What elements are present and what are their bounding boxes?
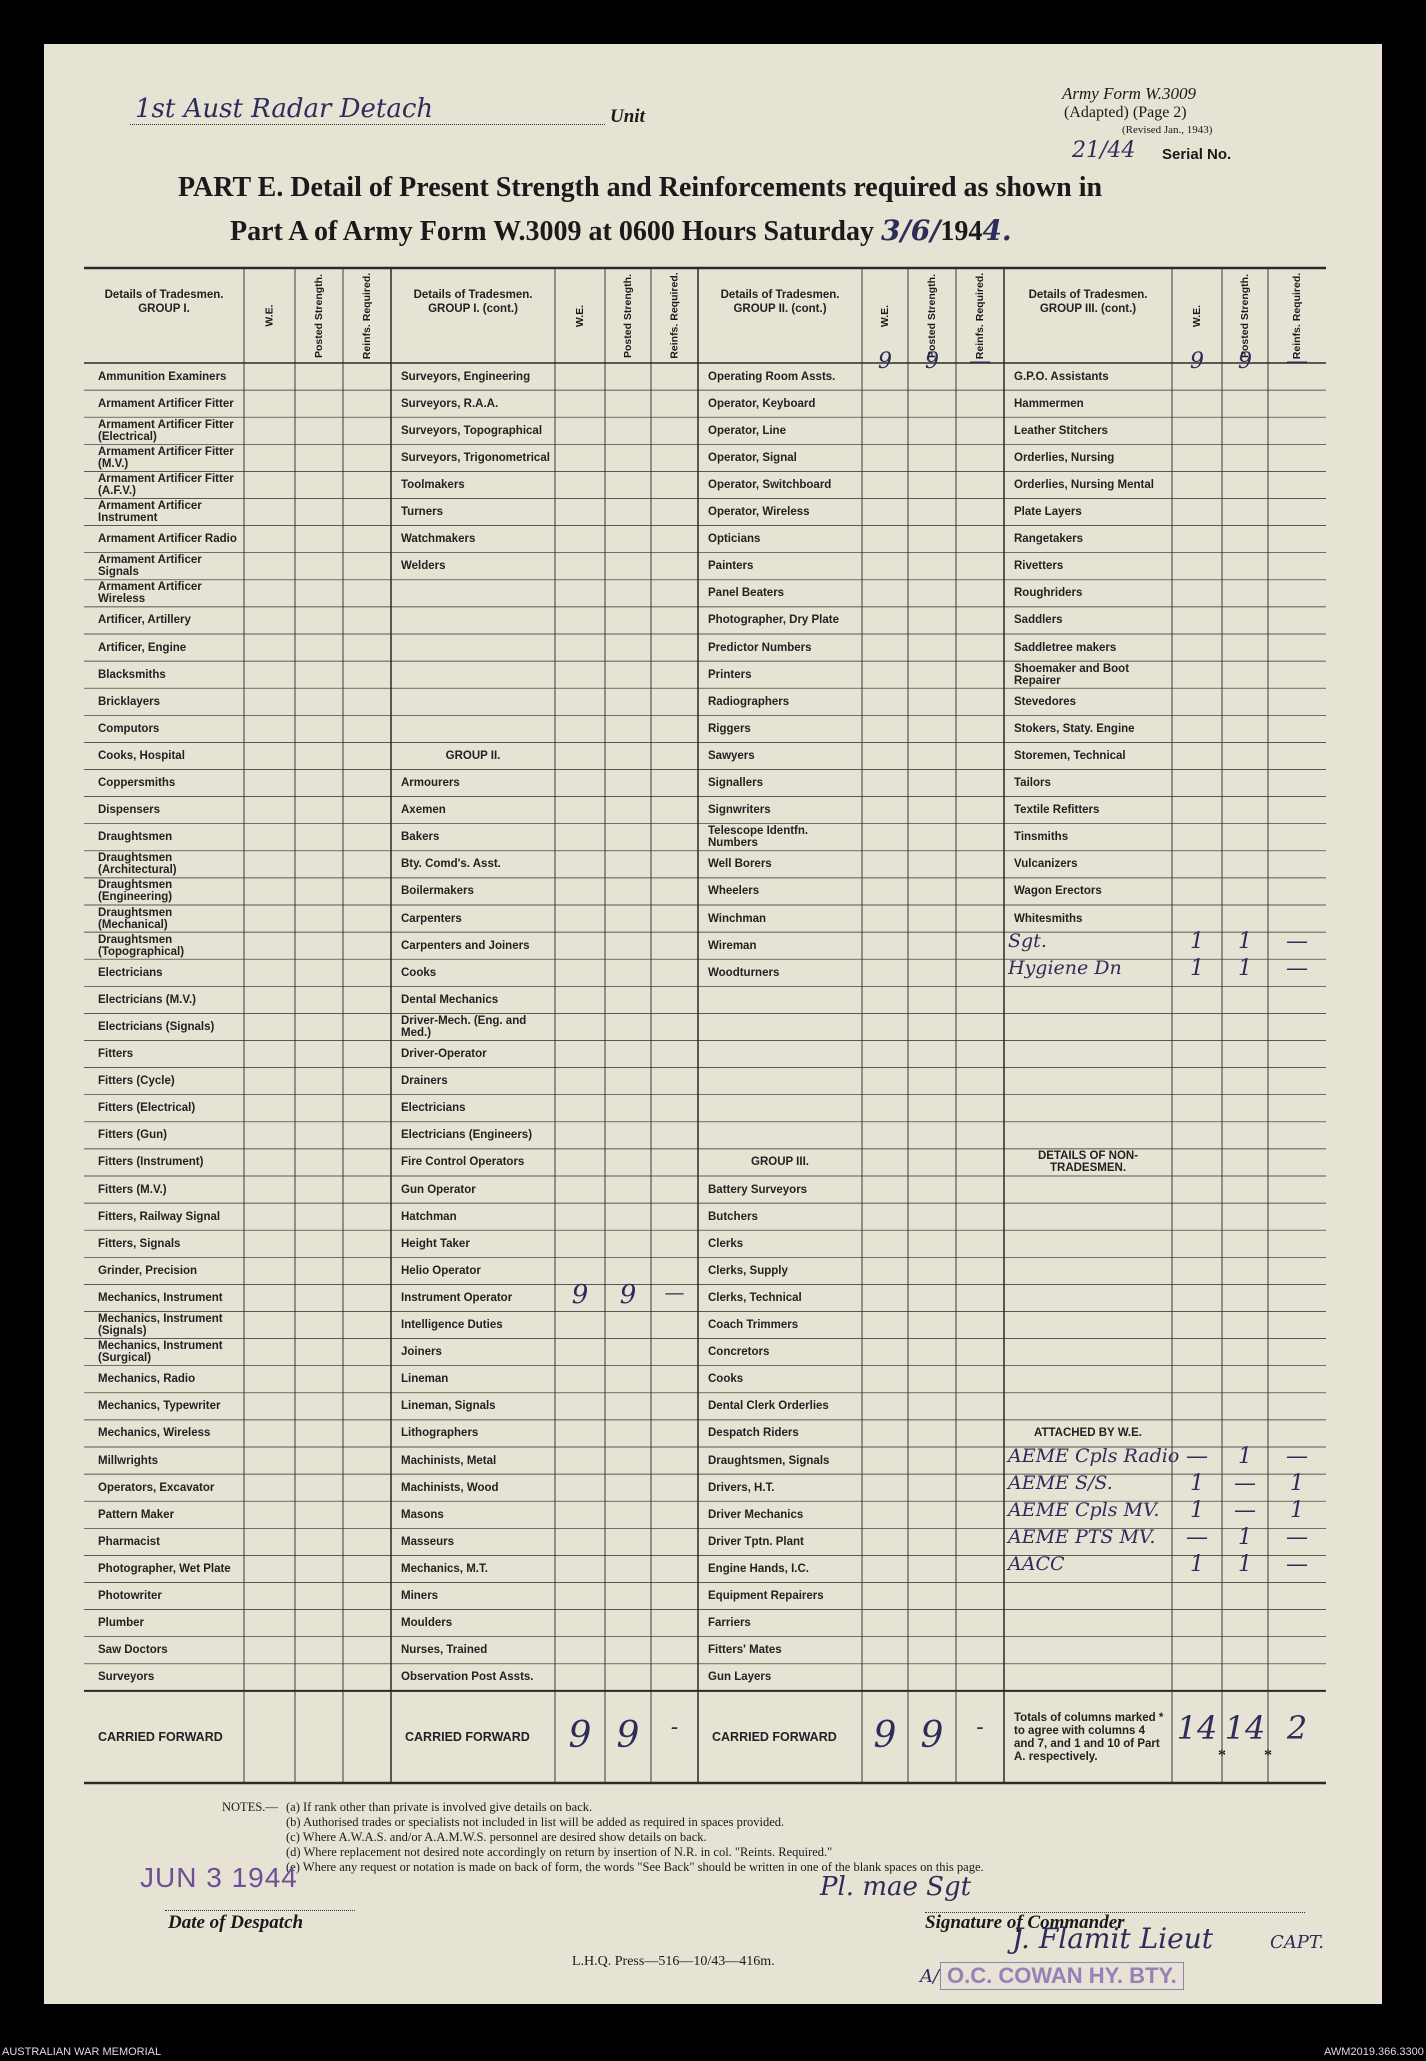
unit-label: Unit [610, 106, 645, 127]
handwritten-we: 1 [1190, 1498, 1204, 1524]
trade-label: Vulcanizers [1014, 858, 1078, 871]
trade-label: Fitters' Mates [708, 1644, 782, 1657]
trade-label: Orderlies, Nursing Mental [1014, 478, 1154, 491]
handwritten-trade-label: AEME PTS MV. [1008, 1526, 1156, 1549]
handwritten-trade-label: Hygiene Dn [1008, 957, 1122, 980]
trade-label: Farriers [708, 1617, 751, 1630]
handwritten-trade-label: Sgt. [1008, 930, 1047, 953]
trade-label: Helio Operator [401, 1264, 481, 1277]
trade-label: Nurses, Trained [401, 1644, 488, 1657]
trade-label: Dispensers [98, 804, 161, 817]
handwritten-top-mark: 9 [1238, 349, 1252, 374]
trade-label: Photowriter [98, 1590, 162, 1603]
title-line2-text: Part A of Army Form W.3009 at 0600 Hours Saturday [230, 216, 874, 247]
trade-label: Drivers, H.T. [708, 1481, 775, 1494]
signature-1: Pl. mae Sgt [820, 1872, 972, 1902]
trade-label: Armament Artificer Fitter (M.V.) [98, 445, 234, 470]
carried-forward-we: 9 [568, 1714, 592, 1756]
group-heading: DETAILS OF NON-TRADESMEN. [1037, 1150, 1139, 1175]
serial-handwritten: 21/44 [1072, 138, 1136, 163]
group-heading: ATTACHED BY W.E. [1034, 1427, 1142, 1440]
trade-label: Electricians (M.V.) [98, 993, 197, 1006]
trade-label: Stevedores [1014, 695, 1077, 708]
handwritten-top-mark: — [1286, 349, 1308, 374]
trade-label: Instrument Operator [401, 1291, 513, 1304]
trade-label: Boilermakers [401, 885, 474, 898]
trade-label: Wireman [708, 939, 757, 952]
trade-label: Electricians (Engineers) [401, 1129, 533, 1142]
trade-label: Coach Trimmers [708, 1319, 799, 1332]
trade-label: Carpenters and Joiners [401, 939, 530, 952]
handwritten-posted: 1 [1238, 929, 1252, 955]
trade-label: Plate Layers [1014, 506, 1082, 519]
trade-label: Despatch Riders [708, 1427, 799, 1440]
trade-label: Armament Artificer Wireless [98, 581, 202, 606]
trade-label: Blacksmiths [98, 668, 166, 681]
totals-reinfs: 2 [1286, 1708, 1308, 1747]
trade-label: Tinsmiths [1014, 831, 1069, 844]
form-id-line1: Army Form W.3009 [1062, 84, 1196, 103]
carried-forward-reinfs: - [670, 1714, 679, 1740]
trade-label: Predictor Numbers [708, 641, 812, 654]
trade-label: Fitters, Signals [98, 1237, 181, 1250]
trade-label: Engine Hands, I.C. [708, 1562, 809, 1575]
totals-asterisk: * [1264, 1746, 1272, 1764]
trade-label: Fitters (Gun) [98, 1129, 167, 1142]
trade-label: Woodturners [708, 966, 780, 979]
handwritten-top-mark: 9 [878, 349, 892, 374]
unit-handwritten: 1st Aust Radar Detach [135, 94, 434, 124]
header-we: W.E. [263, 304, 275, 327]
trade-label: Whitesmiths [1014, 912, 1083, 925]
handwritten-trade-label: AEME S/S. [1008, 1472, 1113, 1495]
trade-label: Saddletree makers [1014, 641, 1117, 654]
trade-label: Operator, Line [708, 424, 786, 437]
carried-forward-posted: 9 [920, 1714, 944, 1756]
trade-label: Operator, Switchboard [708, 478, 832, 491]
trade-label: Masons [401, 1508, 444, 1521]
trade-label: Leather Stitchers [1014, 424, 1108, 437]
trade-label: Draughtsmen (Engineering) [98, 879, 173, 904]
carried-forward-label: CARRIED FORWARD [98, 1729, 223, 1744]
serial-label: Serial No. [1162, 146, 1232, 163]
handwritten-posted: — [1234, 1471, 1256, 1497]
trade-label: Fitters (Instrument) [98, 1156, 204, 1169]
trade-label: Clerks, Supply [708, 1264, 788, 1277]
trade-label: Plumber [98, 1617, 145, 1630]
trade-label: Draughtsmen (Architectural) [98, 852, 177, 877]
trade-label: Machinists, Metal [401, 1454, 497, 1467]
trade-label: Well Borers [708, 858, 772, 871]
trade-label: Driver Mechanics [708, 1508, 804, 1521]
trade-label: Operator, Signal [708, 451, 797, 464]
trade-label: Moulders [401, 1617, 453, 1630]
trade-label: Coppersmiths [98, 777, 176, 790]
header-we: W.E. [1190, 304, 1203, 327]
trade-label: Storemen, Technical [1014, 749, 1126, 762]
handwritten-posted: 1 [1238, 1525, 1252, 1551]
trade-label: Draughtsmen [98, 831, 173, 844]
despatch-label: Date of Despatch [168, 1912, 304, 1933]
handwritten-reinfs: — [1286, 1525, 1308, 1551]
trade-label: Signallers [708, 777, 763, 790]
trade-label: Ammunition Examiners [98, 370, 227, 383]
trade-label: Wheelers [708, 885, 760, 898]
trade-label: Hammermen [1014, 397, 1084, 410]
trade-label: Computors [98, 722, 160, 735]
trade-label: Fitters (Electrical) [98, 1102, 196, 1115]
trade-label: Mechanics, Wireless [98, 1427, 211, 1440]
trade-label: Shoemaker and Boot Repairer [1014, 662, 1130, 687]
totals-asterisk: * [1218, 1746, 1226, 1764]
handwritten-reinfs: — [664, 1280, 685, 1305]
trade-label: Mechanics, Instrument [98, 1291, 223, 1304]
header-posted-strength: Posted Strength. [621, 273, 634, 358]
trade-label: Operators, Excavator [98, 1481, 215, 1494]
header-reinfs-required: Reinfs. Required. [1290, 272, 1303, 359]
trade-label: Surveyors, Engineering [401, 370, 531, 383]
handwritten-reinfs: — [1286, 1444, 1308, 1469]
header-group-2-cont: Details of Tradesmen. GROUP II. (cont.) [720, 289, 840, 315]
trade-label: Bty. Comd's. Asst. [401, 858, 501, 871]
trade-label: Artificer, Engine [98, 641, 187, 654]
trade-label: Armourers [401, 777, 460, 790]
notes-prefix: NOTES.— [222, 1800, 278, 1814]
trade-label: Dental Mechanics [401, 993, 499, 1006]
header-reinfs-required: Reinfs. Required. [973, 272, 986, 359]
trade-label: Signwriters [708, 804, 771, 817]
trade-label: Gun Operator [401, 1183, 476, 1196]
trade-label: Driver-Operator [401, 1048, 487, 1061]
handwritten-top-mark: 9 [1190, 349, 1204, 374]
handwritten-we: 1 [1190, 956, 1204, 982]
trade-label: Armament Artificer Fitter (Electrical) [98, 418, 234, 443]
totals-instruction: Totals of columns marked * to agree with columns 4 and 7, and 1 and 10 of Part A. respectively. [1014, 1711, 1164, 1763]
carried-forward-posted: 9 [616, 1714, 640, 1756]
trade-label: Stokers, Staty. Engine [1014, 722, 1135, 735]
header-posted-strength: Posted Strength. [312, 273, 325, 358]
form-id-line2: (Adapted) (Page 2) [1064, 104, 1187, 121]
trade-label: Bakers [401, 831, 440, 844]
trade-label: Toolmakers [401, 478, 465, 491]
trade-label: Fitters (Cycle) [98, 1075, 175, 1088]
trade-label: Mechanics, Instrument (Signals) [98, 1313, 223, 1338]
trade-label: Mechanics, Typewriter [98, 1400, 221, 1413]
trade-label: Textile Refitters [1014, 804, 1100, 817]
trade-label: Millwrights [98, 1454, 159, 1467]
trade-label: Concretors [708, 1346, 770, 1359]
handwritten-we: 1 [1190, 1552, 1204, 1578]
trade-label: Saw Doctors [98, 1644, 168, 1657]
trade-label: Rivetters [1014, 560, 1064, 573]
trade-label: Surveyors, R.A.A. [401, 397, 499, 410]
trade-label: Mechanics, Radio [98, 1373, 196, 1386]
trade-label: Armament Artificer Fitter (A.F.V.) [98, 472, 234, 497]
handwritten-reinfs: 1 [1290, 1471, 1304, 1497]
trade-label: Turners [401, 506, 443, 519]
trade-label: G.P.O. Assistants [1014, 370, 1109, 383]
trade-label: Clerks, Technical [708, 1291, 802, 1304]
title-year-prefix: 194 [940, 216, 983, 247]
trade-label: Axemen [401, 804, 446, 817]
trade-label: Watchmakers [401, 533, 476, 546]
carried-forward-reinfs: - [976, 1714, 984, 1740]
carried-forward-label: CARRIED FORWARD [405, 1729, 530, 1744]
header-reinfs-required: Reinfs. Required. [360, 272, 373, 359]
handwritten-reinfs: — [1286, 929, 1308, 955]
trade-label: Artificer, Artillery [98, 614, 191, 627]
handwritten-top-mark: — [969, 349, 991, 374]
trade-label: Lineman [401, 1373, 449, 1386]
trade-label: Armament Artificer Signals [98, 554, 202, 579]
trade-label: Winchman [708, 912, 767, 925]
trade-label: Observation Post Assts. [401, 1671, 534, 1684]
handwritten-trade-label: AACC [1008, 1553, 1065, 1576]
trade-label: Riggers [708, 722, 751, 735]
trade-label: Equipment Repairers [708, 1590, 824, 1603]
trade-label: Surveyors, Trigonometrical [401, 451, 550, 464]
trade-label: Operating Room Assts. [708, 370, 836, 383]
trade-label: Armament Artificer Fitter [98, 397, 234, 410]
trade-label: Mechanics, M.T. [401, 1562, 488, 1575]
title-year-handwritten: 4. [982, 214, 1012, 247]
handwritten-reinfs: — [1286, 956, 1308, 982]
header-we: W.E. [573, 304, 586, 327]
trade-label: Wagon Erectors [1014, 885, 1102, 898]
trade-label: Rangetakers [1014, 533, 1084, 546]
group-heading: GROUP III. [751, 1156, 809, 1169]
trade-label: Electricians (Signals) [98, 1020, 215, 1033]
header-reinfs-required: Reinfs. Required. [668, 272, 680, 359]
totals-we: 14 [1176, 1708, 1218, 1747]
trade-label: Surveyors, Topographical [401, 424, 543, 437]
trade-label: Cooks [401, 966, 437, 979]
trade-label: Lineman, Signals [401, 1400, 496, 1413]
signature-2: J. Flamit Lieut [1012, 1922, 1213, 1955]
trade-label: Armament Artificer Radio [98, 533, 237, 546]
trade-label: Grinder, Precision [98, 1264, 198, 1277]
trade-label: Orderlies, Nursing [1014, 451, 1115, 464]
header-posted-strength: Posted Strength. [1238, 273, 1251, 358]
trade-label: Operator, Keyboard [708, 397, 816, 410]
trade-label: Butchers [708, 1210, 758, 1223]
trade-label: Operator, Wireless [708, 506, 810, 519]
note-item: (c) Where A.W.A.S. and/or A.A.M.W.S. personnel are desired show details on back. [286, 1830, 707, 1844]
title-line1: PART E. Detail of Present Strength and Reinforcements required as shown in [178, 172, 1103, 203]
trade-label: Intelligence Duties [401, 1319, 503, 1332]
trade-label: Panel Beaters [708, 587, 785, 600]
signature-2b: CAPT. [1270, 1932, 1324, 1953]
trade-label: Pattern Maker [98, 1508, 175, 1521]
carried-forward-label: CARRIED FORWARD [712, 1729, 837, 1744]
trade-label: Armament Artificer Instrument [98, 500, 202, 525]
trade-label: Fitters (M.V.) [98, 1183, 167, 1196]
trade-label: Saddlers [1014, 614, 1063, 627]
printer-imprint: L.H.Q. Press—516—10/43—416m. [572, 1954, 775, 1969]
trade-label: Electricians [401, 1102, 466, 1115]
trade-label: Draughtsmen (Topographical) [98, 933, 185, 958]
trade-label: Photographer, Dry Plate [708, 614, 840, 627]
trade-label: Printers [708, 668, 752, 681]
trade-label: Electricians [98, 966, 163, 979]
handwritten-posted: 1 [1238, 1552, 1252, 1578]
trade-label: Cooks, Hospital [98, 749, 185, 762]
trade-label: Telescope Identfn. Numbers [708, 825, 809, 850]
carried-forward-we: 9 [873, 1714, 897, 1756]
trade-label: Driver-Mech. (Eng. and Med.) [401, 1014, 527, 1039]
header-we: W.E. [878, 304, 891, 327]
trade-label: Fitters [98, 1048, 134, 1061]
header-group-3-cont: Details of Tradesmen. GROUP III. (cont.) [1028, 289, 1148, 315]
trade-label: Surveyors [98, 1671, 155, 1684]
trade-label: Machinists, Wood [401, 1481, 499, 1494]
trade-label: Cooks [708, 1373, 744, 1386]
trade-label: Welders [401, 560, 446, 573]
note-item: (d) Where replacement not desired note accordingly on return by insertion of N.R. in col. "Reints. Required." [286, 1845, 833, 1859]
trade-label: Fire Control Operators [401, 1156, 525, 1169]
handwritten-we: — [1186, 1444, 1208, 1469]
trade-label: Opticians [708, 533, 761, 546]
header-posted-strength: Posted Strength. [925, 273, 938, 358]
handwritten-we: 1 [1190, 929, 1204, 955]
trade-label: Lithographers [401, 1427, 479, 1440]
trade-label: Battery Surveyors [708, 1183, 808, 1196]
trade-label: Gun Layers [708, 1671, 772, 1684]
trade-label: Drainers [401, 1075, 448, 1088]
group-heading: GROUP II. [445, 749, 501, 762]
trade-label: Carpenters [401, 912, 462, 925]
despatch-line [165, 1910, 355, 1911]
trade-label: Joiners [401, 1346, 442, 1359]
handwritten-posted: 9 [619, 1280, 637, 1311]
footer-right: AWM2019.366.3300 [1324, 2046, 1424, 2058]
stamp-prefix: A/ [920, 1966, 940, 1987]
trade-label: Radiographers [708, 695, 790, 708]
trade-label: Tailors [1014, 777, 1051, 790]
note-item: (a) If rank other than private is involved give details on back. [286, 1800, 593, 1814]
handwritten-reinfs: 1 [1290, 1498, 1304, 1524]
trade-label: Roughriders [1014, 587, 1083, 600]
trade-label: Draughtsmen (Mechanical) [98, 906, 173, 931]
title-date-handwritten: 3/6/ [881, 214, 941, 247]
trade-label: Draughtsmen, Signals [708, 1454, 830, 1467]
totals-posted: 14 [1224, 1708, 1266, 1747]
form-id-line3: (Revised Jan., 1943) [1122, 124, 1213, 136]
trade-label: Photographer, Wet Plate [98, 1562, 231, 1575]
trade-label: Bricklayers [98, 695, 161, 708]
trade-label: Sawyers [708, 749, 755, 762]
trade-label: Fitters, Railway Signal [98, 1210, 221, 1223]
battery-stamp: O.C. COWAN HY. BTY. [940, 1962, 1184, 1990]
handwritten-trade-label: AEME Cpls Radio [1008, 1445, 1180, 1467]
note-item: (e) Where any request or notation is made on back of form, the words "See Back" should be written in one of the blank spaces on this page. [286, 1860, 984, 1874]
trade-label: Painters [708, 560, 754, 573]
trade-label: Clerks [708, 1237, 744, 1250]
despatch-stamp: JUN 3 1944 [140, 1862, 298, 1893]
signature-label: Signature of Commander [925, 1912, 1125, 1933]
footer-left: AUSTRALIAN WAR MEMORIAL [2, 2046, 162, 2058]
trade-label: Height Taker [401, 1237, 470, 1250]
trade-label: Pharmacist [98, 1535, 161, 1548]
trade-label: Dental Clerk Orderlies [708, 1400, 829, 1413]
handwritten-we: — [1186, 1525, 1208, 1551]
handwritten-we: 1 [1190, 1471, 1204, 1497]
handwritten-trade-label: AEME Cpls MV. [1008, 1499, 1160, 1522]
handwritten-posted: — [1234, 1498, 1256, 1524]
handwritten-reinfs: — [1286, 1552, 1308, 1578]
note-item: (b) Authorised trades or specialists not included in list will be added as required in spaces provided. [286, 1815, 785, 1829]
trade-label: Hatchman [401, 1210, 457, 1223]
header-group-1: Details of Tradesmen. GROUP I. [104, 289, 224, 315]
handwritten-posted: 1 [1238, 1444, 1252, 1469]
trade-label: Mechanics, Instrument (Surgical) [98, 1340, 223, 1365]
trade-label: Masseurs [401, 1535, 455, 1548]
handwritten-we: 9 [571, 1280, 589, 1311]
trade-label: Driver Tptn. Plant [708, 1535, 804, 1548]
handwritten-posted: 1 [1238, 956, 1252, 982]
trade-label: Miners [401, 1590, 439, 1603]
handwritten-top-mark: 9 [925, 349, 939, 374]
header-group-1-cont: Details of Tradesmen. GROUP I. (cont.) [413, 289, 533, 315]
